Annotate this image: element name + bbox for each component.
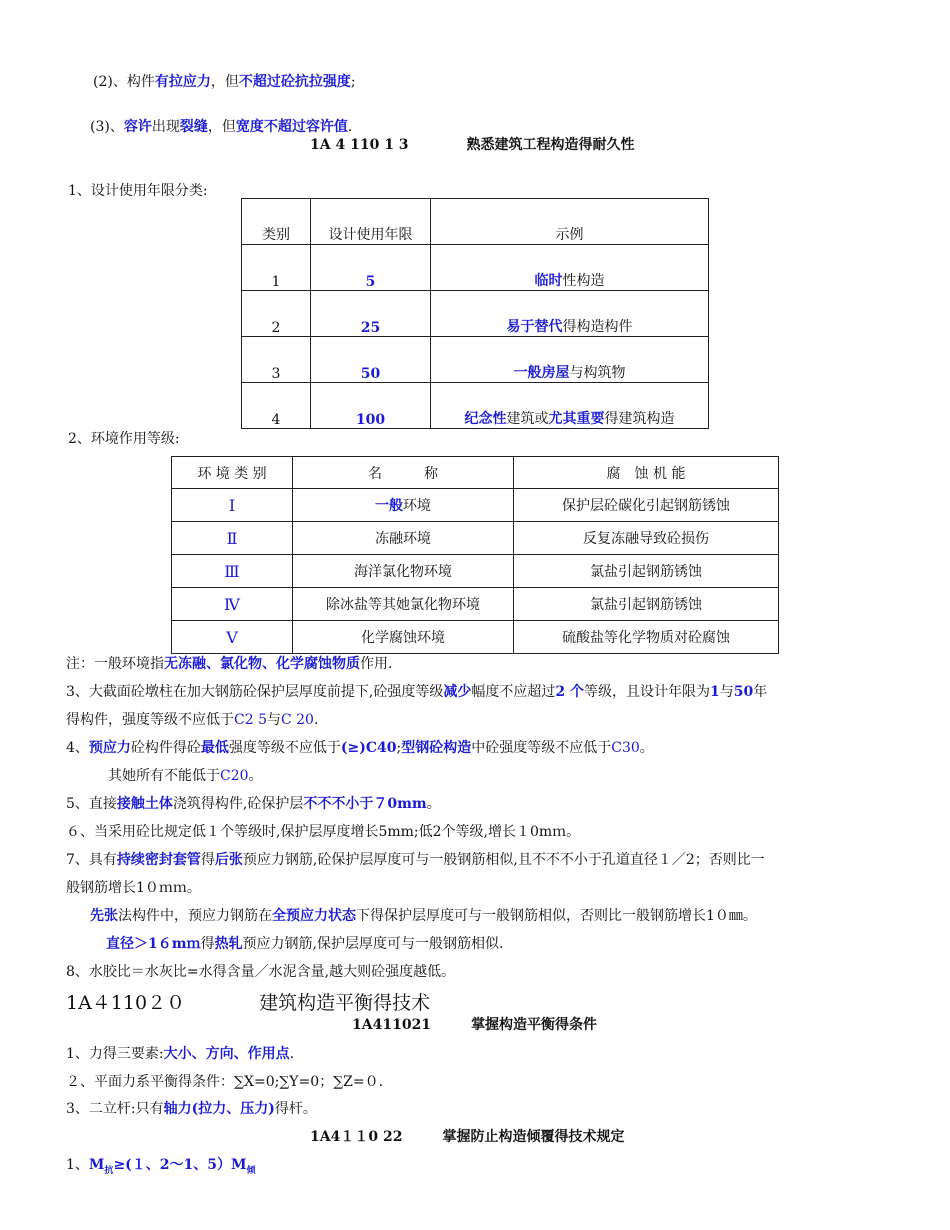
para-item-7-line1: 7、具有持续密封套管得后张预应力钢筋,砼保护层厚度可与一般钢筋相似,且不不不小于孔道直径１／2；否则比一 xyxy=(66,852,765,868)
cell-env-category: Ⅳ xyxy=(172,588,293,621)
cell-years: 100 xyxy=(311,383,431,429)
table-row xyxy=(242,291,709,337)
para-item-7-line4: 直径＞1６mｍ得热轧预应力钢筋,保护层厚度可与一般钢筋相似. xyxy=(106,936,504,952)
cell-name: 除冰盐等其她氯化物环境 xyxy=(293,588,514,621)
table-row xyxy=(242,245,709,291)
cell-mechanism: 氯盐引起钢筋锈蚀 xyxy=(514,588,779,621)
header-mechanism: 腐 蚀 机 能 xyxy=(514,457,779,489)
cell-mechanism: 反复冻融导致砼损伤 xyxy=(514,522,779,555)
cell-name: 冻融环境 xyxy=(293,522,514,555)
cell-category: 2 xyxy=(242,291,311,337)
environment-table xyxy=(171,456,779,654)
table-row xyxy=(172,588,779,621)
section-heading-1a411020: 1A４110２０ 建筑构造平衡得技术 xyxy=(66,992,431,1014)
header-design-years: 设计使用年限 xyxy=(311,199,431,245)
cell-env-category: Ⅴ xyxy=(172,621,293,654)
cell-mechanism: 氯盐引起钢筋锈蚀 xyxy=(514,555,779,588)
para-item-7-line3: 先张法构件中，预应力钢筋在全预应力状态下得保护层厚度可与一般钢筋相似，否则比一般钢筋增长1０㎜。 xyxy=(90,908,757,924)
section-heading-1a411021: 1A411021 掌握构造平衡得条件 xyxy=(352,1017,598,1033)
cell-example: 临时性构造 xyxy=(431,245,709,291)
subheading-design-life: 1、设计使用年限分类: xyxy=(68,183,208,199)
cell-mechanism: 硫酸盐等化学物质对砼腐蚀 xyxy=(514,621,779,654)
table-row xyxy=(172,489,779,522)
header-category: 类别 xyxy=(242,199,311,245)
para-item-5: 5、直接接触土体浇筑得构件,砼保护层不不不小于７0mm。 xyxy=(66,796,441,812)
section-heading-1a411022: 1A4１１0 22 掌握防止构造倾覆得技术规定 xyxy=(310,1129,625,1145)
cell-mechanism: 保护层砼碳化引起钢筋锈蚀 xyxy=(514,489,779,522)
para-equilibrium: ２、平面力系平衡得条件：∑X=0;∑Y=0；∑Z=０. xyxy=(66,1074,384,1090)
cell-example: 一般房屋与构筑物 xyxy=(431,337,709,383)
para-overturning-moment: 1、$M_抗\ge(1$、2～1、$5)M_倾$ xyxy=(66,1157,256,1176)
para-2: (2)、构件有拉应力，但不超过砼抗拉强度; xyxy=(93,74,356,90)
header-example: 示例 xyxy=(431,199,709,245)
para-item-3-line2: 得构件，强度等级不应低于C2 5与C 20. xyxy=(66,712,319,728)
cell-example: 易于替代得构造构件 xyxy=(431,291,709,337)
section-heading-1a411013: 1A 4 110 1 3 熟悉建筑工程构造得耐久性 xyxy=(310,137,635,153)
cell-name: 一般环境 xyxy=(293,489,514,522)
subheading-environment: 2、环境作用等级: xyxy=(68,431,180,447)
cell-category: 3 xyxy=(242,337,311,383)
table-row xyxy=(172,621,779,654)
cell-env-category: Ⅲ xyxy=(172,555,293,588)
cell-years: 25 xyxy=(311,291,431,337)
note-line: 注：一般环境指无冻融、氯化物、化学腐蚀物质作用. xyxy=(66,656,393,672)
para-two-force-bar: 3、二立杆:只有轴力(拉力、压力)得杆。 xyxy=(66,1101,317,1117)
cell-name: 化学腐蚀环境 xyxy=(293,621,514,654)
para-item-6: ６、当采用砼比规定低１个等级时,保护层厚度增长5mm;低2个等级,增长１0mｍ。 xyxy=(66,824,581,840)
para-force-elements: 1、力得三要素:大小、方向、作用点. xyxy=(66,1046,295,1062)
para-item-4-line1: 4、预应力砼构件得砼最低强度等级不应低于(≥)C40;型钢砼构造中砼强度等级不应低于C30。 xyxy=(66,740,654,756)
design-life-table xyxy=(241,198,709,429)
para-3: (3)、容许出现裂缝，但宽度不超过容许值. xyxy=(90,119,353,135)
cell-category: 1 xyxy=(242,245,311,291)
table-row xyxy=(172,555,779,588)
para-item-3-line1: 3、大截面砼墩柱在加大钢筋砼保护层厚度前提下,砼强度等级减少幅度不应超过2 个等级，且设计年限为1与50年 xyxy=(66,684,768,700)
cell-name: 海洋氯化物环境 xyxy=(293,555,514,588)
table-row xyxy=(172,522,779,555)
para-item-4-line2: 其她所有不能低于C20。 xyxy=(108,768,263,784)
cell-env-category: Ⅰ xyxy=(172,489,293,522)
cell-years: 50 xyxy=(311,337,431,383)
cell-years: 5 xyxy=(311,245,431,291)
para-item-8: 8、水胶比＝水灰比=水得含量／水泥含量,越大则砼强度越低。 xyxy=(66,964,456,980)
cell-category: 4 xyxy=(242,383,311,429)
table-row xyxy=(242,337,709,383)
table-header-row xyxy=(172,457,779,489)
para-item-7-line2: 般钢筋增长1０ｍｍ。 xyxy=(66,880,201,896)
table-header-row xyxy=(242,199,709,245)
header-name: 名 称 xyxy=(293,457,514,489)
cell-env-category: Ⅱ xyxy=(172,522,293,555)
cell-example: 纪念性建筑或尤其重要得建筑构造 xyxy=(431,383,709,429)
table-row xyxy=(242,383,709,429)
header-env-category: 环 境 类 别 xyxy=(172,457,293,489)
